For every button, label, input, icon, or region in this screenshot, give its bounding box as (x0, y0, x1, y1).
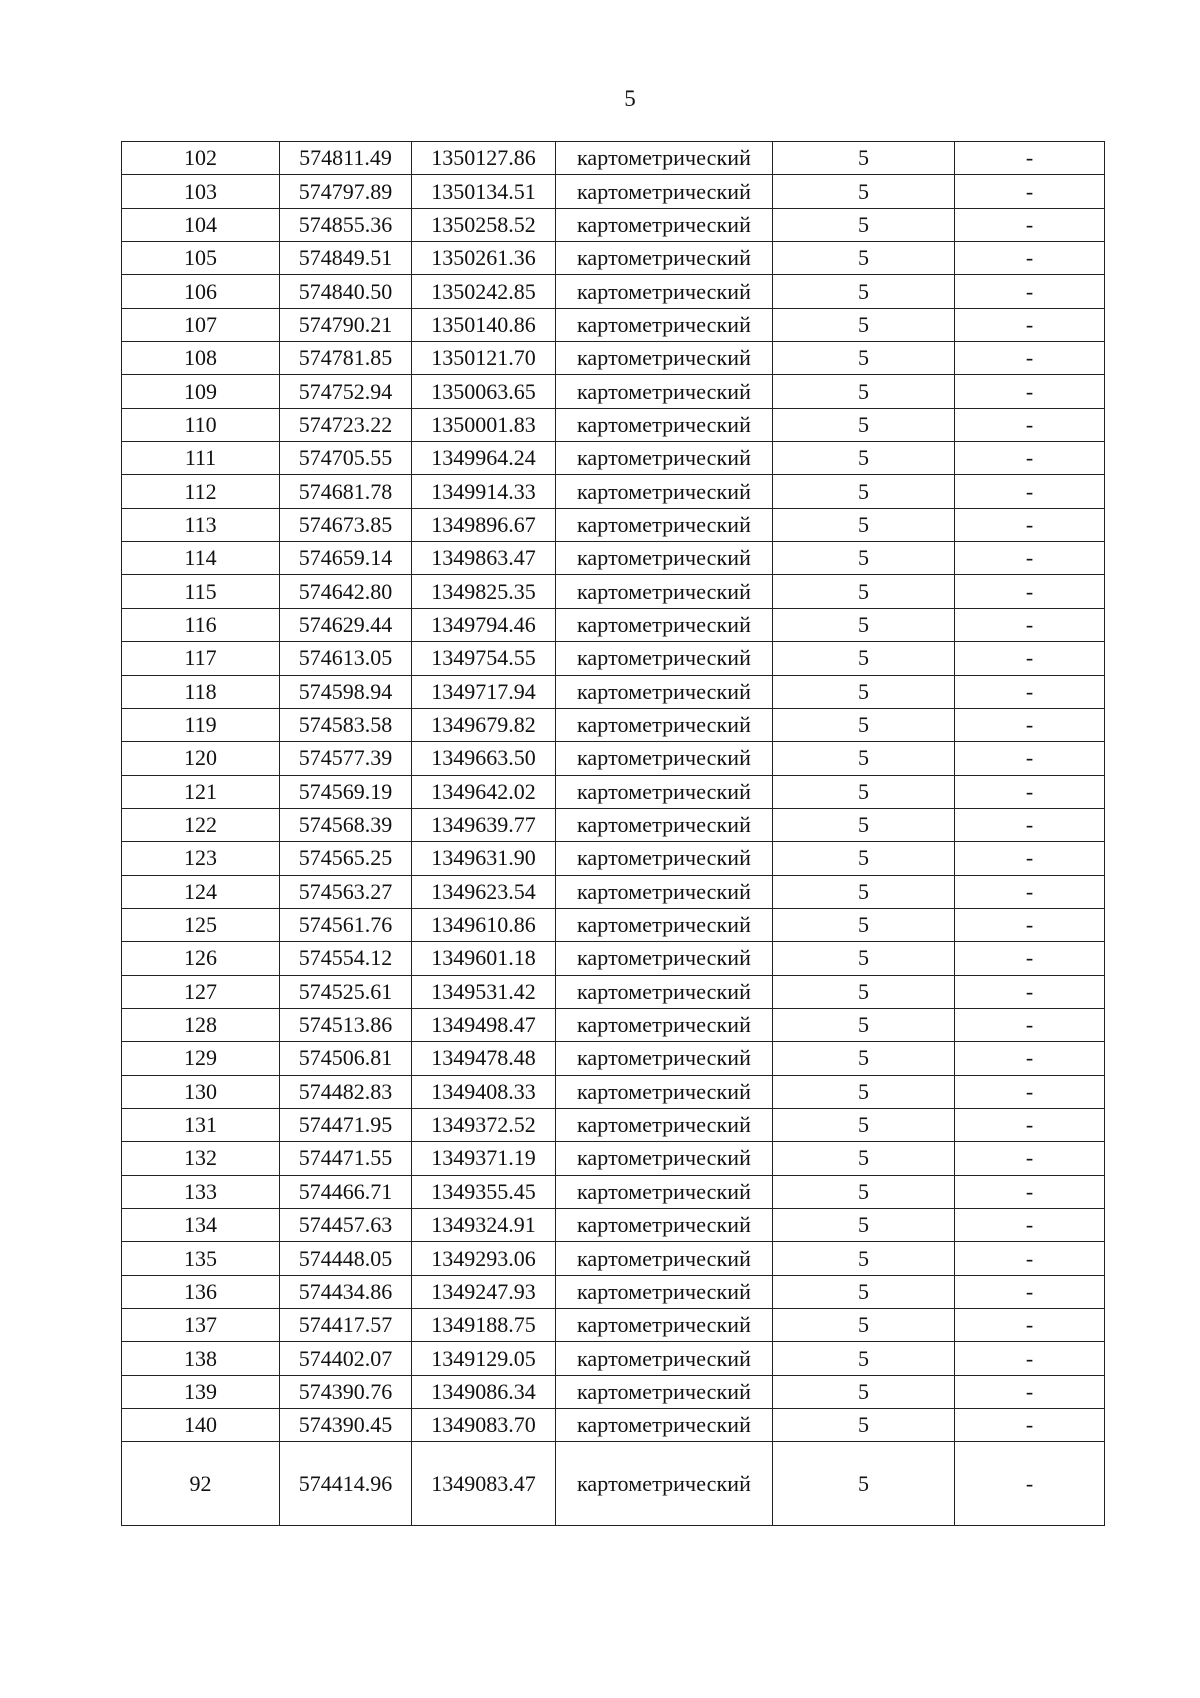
cell-description: - (955, 842, 1105, 875)
cell-point-number: 129 (122, 1042, 280, 1075)
cell-accuracy: 5 (773, 975, 955, 1008)
cell-y-coordinate: 1349754.55 (412, 642, 556, 675)
cell-point-number: 104 (122, 208, 280, 241)
cell-y-coordinate: 1350134.51 (412, 175, 556, 208)
cell-point-number: 133 (122, 1175, 280, 1208)
cell-method: картометрический (556, 1108, 773, 1141)
cell-x-coordinate: 574781.85 (280, 342, 412, 375)
cell-y-coordinate: 1349355.45 (412, 1175, 556, 1208)
cell-point-number: 107 (122, 308, 280, 341)
table-row (122, 1242, 1105, 1275)
cell-point-number: 120 (122, 742, 280, 775)
cell-y-coordinate: 1349498.47 (412, 1008, 556, 1041)
cell-description: - (955, 1175, 1105, 1208)
cell-accuracy: 5 (773, 242, 955, 275)
cell-description: - (955, 475, 1105, 508)
table-row (122, 1409, 1105, 1442)
cell-description: - (955, 142, 1105, 175)
cell-accuracy: 5 (773, 942, 955, 975)
cell-x-coordinate: 574565.25 (280, 842, 412, 875)
cell-x-coordinate: 574797.89 (280, 175, 412, 208)
cell-method: картометрический (556, 542, 773, 575)
table-row (122, 642, 1105, 675)
cell-x-coordinate: 574629.44 (280, 608, 412, 641)
cell-accuracy: 5 (773, 1142, 955, 1175)
cell-description: - (955, 175, 1105, 208)
cell-point-number: 117 (122, 642, 280, 675)
cell-y-coordinate: 1349083.70 (412, 1409, 556, 1442)
coordinates-table-body (122, 142, 1105, 1526)
table-row (122, 908, 1105, 941)
cell-point-number: 110 (122, 408, 280, 441)
cell-description: - (955, 208, 1105, 241)
cell-point-number: 125 (122, 908, 280, 941)
cell-x-coordinate: 574563.27 (280, 875, 412, 908)
cell-y-coordinate: 1349896.67 (412, 508, 556, 541)
cell-y-coordinate: 1350001.83 (412, 408, 556, 441)
cell-x-coordinate: 574390.45 (280, 1409, 412, 1442)
cell-method: картометрический (556, 1142, 773, 1175)
cell-y-coordinate: 1349531.42 (412, 975, 556, 1008)
cell-description: - (955, 908, 1105, 941)
cell-point-number: 122 (122, 808, 280, 841)
cell-y-coordinate: 1349293.06 (412, 1242, 556, 1275)
cell-y-coordinate: 1349863.47 (412, 542, 556, 575)
cell-x-coordinate: 574506.81 (280, 1042, 412, 1075)
cell-point-number: 114 (122, 542, 280, 575)
cell-accuracy: 5 (773, 808, 955, 841)
table-row (122, 175, 1105, 208)
cell-x-coordinate: 574577.39 (280, 742, 412, 775)
table-row (122, 608, 1105, 641)
cell-description: - (955, 1108, 1105, 1141)
page-number: 5 (624, 86, 636, 111)
cell-method: картометрический (556, 242, 773, 275)
cell-y-coordinate: 1349372.52 (412, 1108, 556, 1141)
cell-accuracy: 5 (773, 175, 955, 208)
cell-accuracy: 5 (773, 1209, 955, 1242)
cell-method: картометрический (556, 642, 773, 675)
cell-x-coordinate: 574402.07 (280, 1342, 412, 1375)
cell-y-coordinate: 1349083.47 (412, 1442, 556, 1526)
cell-description: - (955, 1442, 1105, 1526)
cell-point-number: 128 (122, 1008, 280, 1041)
cell-y-coordinate: 1349631.90 (412, 842, 556, 875)
table-row (122, 542, 1105, 575)
cell-point-number: 131 (122, 1108, 280, 1141)
cell-accuracy: 5 (773, 1042, 955, 1075)
cell-y-coordinate: 1349914.33 (412, 475, 556, 508)
cell-description: - (955, 308, 1105, 341)
table-row (122, 842, 1105, 875)
cell-y-coordinate: 1349324.91 (412, 1209, 556, 1242)
cell-method: картометрический (556, 575, 773, 608)
cell-method: картометрический (556, 1008, 773, 1041)
table-row (122, 308, 1105, 341)
cell-point-number: 103 (122, 175, 280, 208)
table-row (122, 875, 1105, 908)
cell-accuracy: 5 (773, 775, 955, 808)
cell-description: - (955, 608, 1105, 641)
cell-x-coordinate: 574642.80 (280, 575, 412, 608)
table-row (122, 1309, 1105, 1342)
cell-x-coordinate: 574482.83 (280, 1075, 412, 1108)
cell-method: картометрический (556, 1175, 773, 1208)
table-row (122, 508, 1105, 541)
cell-accuracy: 5 (773, 1275, 955, 1308)
cell-description: - (955, 942, 1105, 975)
table-row (122, 1442, 1105, 1526)
cell-accuracy: 5 (773, 1409, 955, 1442)
cell-method: картометрический (556, 775, 773, 808)
cell-description: - (955, 342, 1105, 375)
cell-y-coordinate: 1349663.50 (412, 742, 556, 775)
table-row (122, 575, 1105, 608)
cell-point-number: 127 (122, 975, 280, 1008)
cell-method: картометрический (556, 1442, 773, 1526)
cell-y-coordinate: 1350063.65 (412, 375, 556, 408)
cell-point-number: 108 (122, 342, 280, 375)
cell-x-coordinate: 574790.21 (280, 308, 412, 341)
cell-accuracy: 5 (773, 708, 955, 741)
cell-x-coordinate: 574752.94 (280, 375, 412, 408)
cell-x-coordinate: 574583.58 (280, 708, 412, 741)
cell-description: - (955, 1375, 1105, 1408)
cell-description: - (955, 875, 1105, 908)
cell-description: - (955, 1309, 1105, 1342)
cell-y-coordinate: 1349717.94 (412, 675, 556, 708)
cell-method: картометрический (556, 1309, 773, 1342)
cell-method: картометрический (556, 908, 773, 941)
cell-x-coordinate: 574390.76 (280, 1375, 412, 1408)
cell-accuracy: 5 (773, 142, 955, 175)
cell-point-number: 113 (122, 508, 280, 541)
cell-point-number: 138 (122, 1342, 280, 1375)
cell-accuracy: 5 (773, 675, 955, 708)
cell-method: картометрический (556, 275, 773, 308)
table-row (122, 408, 1105, 441)
cell-method: картометрический (556, 142, 773, 175)
cell-description: - (955, 1342, 1105, 1375)
cell-y-coordinate: 1349188.75 (412, 1309, 556, 1342)
cell-accuracy: 5 (773, 1375, 955, 1408)
cell-description: - (955, 1042, 1105, 1075)
cell-method: картометрический (556, 675, 773, 708)
cell-y-coordinate: 1349623.54 (412, 875, 556, 908)
cell-method: картометрический (556, 175, 773, 208)
cell-accuracy: 5 (773, 1075, 955, 1108)
cell-point-number: 130 (122, 1075, 280, 1108)
cell-y-coordinate: 1349642.02 (412, 775, 556, 808)
cell-x-coordinate: 574811.49 (280, 142, 412, 175)
cell-point-number: 121 (122, 775, 280, 808)
cell-description: - (955, 408, 1105, 441)
cell-x-coordinate: 574673.85 (280, 508, 412, 541)
cell-method: картометрический (556, 742, 773, 775)
cell-x-coordinate: 574705.55 (280, 442, 412, 475)
cell-point-number: 126 (122, 942, 280, 975)
cell-method: картометрический (556, 1042, 773, 1075)
cell-accuracy: 5 (773, 742, 955, 775)
cell-accuracy: 5 (773, 308, 955, 341)
cell-y-coordinate: 1349794.46 (412, 608, 556, 641)
cell-point-number: 136 (122, 1275, 280, 1308)
table-row (122, 242, 1105, 275)
cell-accuracy: 5 (773, 1242, 955, 1275)
cell-point-number: 109 (122, 375, 280, 408)
cell-accuracy: 5 (773, 1108, 955, 1141)
cell-point-number: 118 (122, 675, 280, 708)
cell-description: - (955, 1242, 1105, 1275)
cell-x-coordinate: 574525.61 (280, 975, 412, 1008)
cell-method: картометрический (556, 975, 773, 1008)
cell-point-number: 102 (122, 142, 280, 175)
cell-x-coordinate: 574417.57 (280, 1309, 412, 1342)
cell-accuracy: 5 (773, 1175, 955, 1208)
cell-point-number: 134 (122, 1209, 280, 1242)
cell-x-coordinate: 574613.05 (280, 642, 412, 675)
cell-accuracy: 5 (773, 575, 955, 608)
cell-description: - (955, 575, 1105, 608)
cell-method: картометрический (556, 1409, 773, 1442)
table-row (122, 1142, 1105, 1175)
cell-x-coordinate: 574840.50 (280, 275, 412, 308)
cell-method: картометрический (556, 375, 773, 408)
cell-accuracy: 5 (773, 1008, 955, 1041)
cell-y-coordinate: 1350261.36 (412, 242, 556, 275)
cell-description: - (955, 708, 1105, 741)
cell-description: - (955, 642, 1105, 675)
cell-x-coordinate: 574554.12 (280, 942, 412, 975)
cell-description: - (955, 1275, 1105, 1308)
table-row (122, 775, 1105, 808)
table-row (122, 142, 1105, 175)
cell-x-coordinate: 574569.19 (280, 775, 412, 808)
cell-description: - (955, 1142, 1105, 1175)
cell-accuracy: 5 (773, 875, 955, 908)
cell-accuracy: 5 (773, 508, 955, 541)
table-row (122, 475, 1105, 508)
cell-point-number: 115 (122, 575, 280, 608)
cell-method: картометрический (556, 708, 773, 741)
cell-y-coordinate: 1349478.48 (412, 1042, 556, 1075)
cell-y-coordinate: 1349610.86 (412, 908, 556, 941)
cell-method: картометрический (556, 842, 773, 875)
cell-accuracy: 5 (773, 442, 955, 475)
table-row (122, 342, 1105, 375)
cell-point-number: 111 (122, 442, 280, 475)
table-row (122, 1209, 1105, 1242)
cell-accuracy: 5 (773, 1442, 955, 1526)
cell-accuracy: 5 (773, 1309, 955, 1342)
cell-description: - (955, 775, 1105, 808)
cell-y-coordinate: 1350140.86 (412, 308, 556, 341)
cell-x-coordinate: 574471.55 (280, 1142, 412, 1175)
table-row (122, 1342, 1105, 1375)
cell-y-coordinate: 1349964.24 (412, 442, 556, 475)
cell-y-coordinate: 1350127.86 (412, 142, 556, 175)
table-row (122, 942, 1105, 975)
cell-y-coordinate: 1349679.82 (412, 708, 556, 741)
cell-description: - (955, 675, 1105, 708)
cell-method: картометрический (556, 208, 773, 241)
cell-description: - (955, 1209, 1105, 1242)
cell-description: - (955, 242, 1105, 275)
cell-point-number: 123 (122, 842, 280, 875)
cell-method: картометрический (556, 408, 773, 441)
cell-x-coordinate: 574471.95 (280, 1108, 412, 1141)
table-row (122, 375, 1105, 408)
table-row (122, 1008, 1105, 1041)
cell-point-number: 116 (122, 608, 280, 641)
cell-x-coordinate: 574855.36 (280, 208, 412, 241)
cell-point-number: 112 (122, 475, 280, 508)
cell-accuracy: 5 (773, 342, 955, 375)
cell-x-coordinate: 574568.39 (280, 808, 412, 841)
cell-method: картометрический (556, 1342, 773, 1375)
cell-y-coordinate: 1349408.33 (412, 1075, 556, 1108)
table-row (122, 208, 1105, 241)
cell-description: - (955, 1075, 1105, 1108)
cell-point-number: 137 (122, 1309, 280, 1342)
cell-method: картометрический (556, 942, 773, 975)
cell-description: - (955, 975, 1105, 1008)
cell-point-number: 132 (122, 1142, 280, 1175)
cell-x-coordinate: 574849.51 (280, 242, 412, 275)
cell-point-number: 139 (122, 1375, 280, 1408)
table-row (122, 675, 1105, 708)
cell-y-coordinate: 1349086.34 (412, 1375, 556, 1408)
cell-point-number: 140 (122, 1409, 280, 1442)
cell-x-coordinate: 574448.05 (280, 1242, 412, 1275)
cell-x-coordinate: 574659.14 (280, 542, 412, 575)
cell-x-coordinate: 574457.63 (280, 1209, 412, 1242)
cell-x-coordinate: 574466.71 (280, 1175, 412, 1208)
cell-method: картометрический (556, 808, 773, 841)
table-row (122, 975, 1105, 1008)
table-row (122, 275, 1105, 308)
cell-accuracy: 5 (773, 908, 955, 941)
cell-accuracy: 5 (773, 408, 955, 441)
cell-accuracy: 5 (773, 642, 955, 675)
cell-method: картометрический (556, 442, 773, 475)
cell-description: - (955, 542, 1105, 575)
cell-x-coordinate: 574681.78 (280, 475, 412, 508)
coordinates-table (121, 141, 1105, 1526)
cell-accuracy: 5 (773, 208, 955, 241)
cell-method: картометрический (556, 308, 773, 341)
cell-point-number: 135 (122, 1242, 280, 1275)
cell-accuracy: 5 (773, 842, 955, 875)
cell-x-coordinate: 574434.86 (280, 1275, 412, 1308)
cell-accuracy: 5 (773, 608, 955, 641)
cell-y-coordinate: 1349247.93 (412, 1275, 556, 1308)
cell-point-number: 92 (122, 1442, 280, 1526)
cell-method: картометрический (556, 1242, 773, 1275)
cell-x-coordinate: 574561.76 (280, 908, 412, 941)
cell-x-coordinate: 574598.94 (280, 675, 412, 708)
cell-y-coordinate: 1350242.85 (412, 275, 556, 308)
cell-description: - (955, 275, 1105, 308)
cell-accuracy: 5 (773, 1342, 955, 1375)
table-row (122, 1075, 1105, 1108)
cell-description: - (955, 508, 1105, 541)
cell-method: картометрический (556, 1075, 773, 1108)
cell-description: - (955, 1008, 1105, 1041)
cell-accuracy: 5 (773, 542, 955, 575)
cell-y-coordinate: 1350121.70 (412, 342, 556, 375)
cell-point-number: 119 (122, 708, 280, 741)
cell-description: - (955, 375, 1105, 408)
table-row (122, 808, 1105, 841)
cell-description: - (955, 742, 1105, 775)
table-row (122, 1175, 1105, 1208)
cell-y-coordinate: 1349601.18 (412, 942, 556, 975)
cell-point-number: 124 (122, 875, 280, 908)
cell-y-coordinate: 1349129.05 (412, 1342, 556, 1375)
cell-accuracy: 5 (773, 375, 955, 408)
cell-y-coordinate: 1349371.19 (412, 1142, 556, 1175)
cell-method: картометрический (556, 475, 773, 508)
cell-accuracy: 5 (773, 475, 955, 508)
table-row (122, 1375, 1105, 1408)
table-row (122, 1275, 1105, 1308)
table-row (122, 1042, 1105, 1075)
cell-x-coordinate: 574513.86 (280, 1008, 412, 1041)
table-row (122, 742, 1105, 775)
table-row (122, 1108, 1105, 1141)
cell-point-number: 105 (122, 242, 280, 275)
cell-method: картометрический (556, 508, 773, 541)
table-row (122, 442, 1105, 475)
cell-description: - (955, 1409, 1105, 1442)
cell-method: картометрический (556, 875, 773, 908)
cell-method: картометрический (556, 1209, 773, 1242)
cell-description: - (955, 808, 1105, 841)
cell-accuracy: 5 (773, 275, 955, 308)
cell-method: картометрический (556, 608, 773, 641)
cell-x-coordinate: 574723.22 (280, 408, 412, 441)
cell-description: - (955, 442, 1105, 475)
cell-point-number: 106 (122, 275, 280, 308)
cell-method: картометрический (556, 342, 773, 375)
table-row (122, 708, 1105, 741)
cell-y-coordinate: 1349825.35 (412, 575, 556, 608)
cell-x-coordinate: 574414.96 (280, 1442, 412, 1526)
cell-y-coordinate: 1349639.77 (412, 808, 556, 841)
cell-method: картометрический (556, 1375, 773, 1408)
cell-y-coordinate: 1350258.52 (412, 208, 556, 241)
cell-method: картометрический (556, 1275, 773, 1308)
